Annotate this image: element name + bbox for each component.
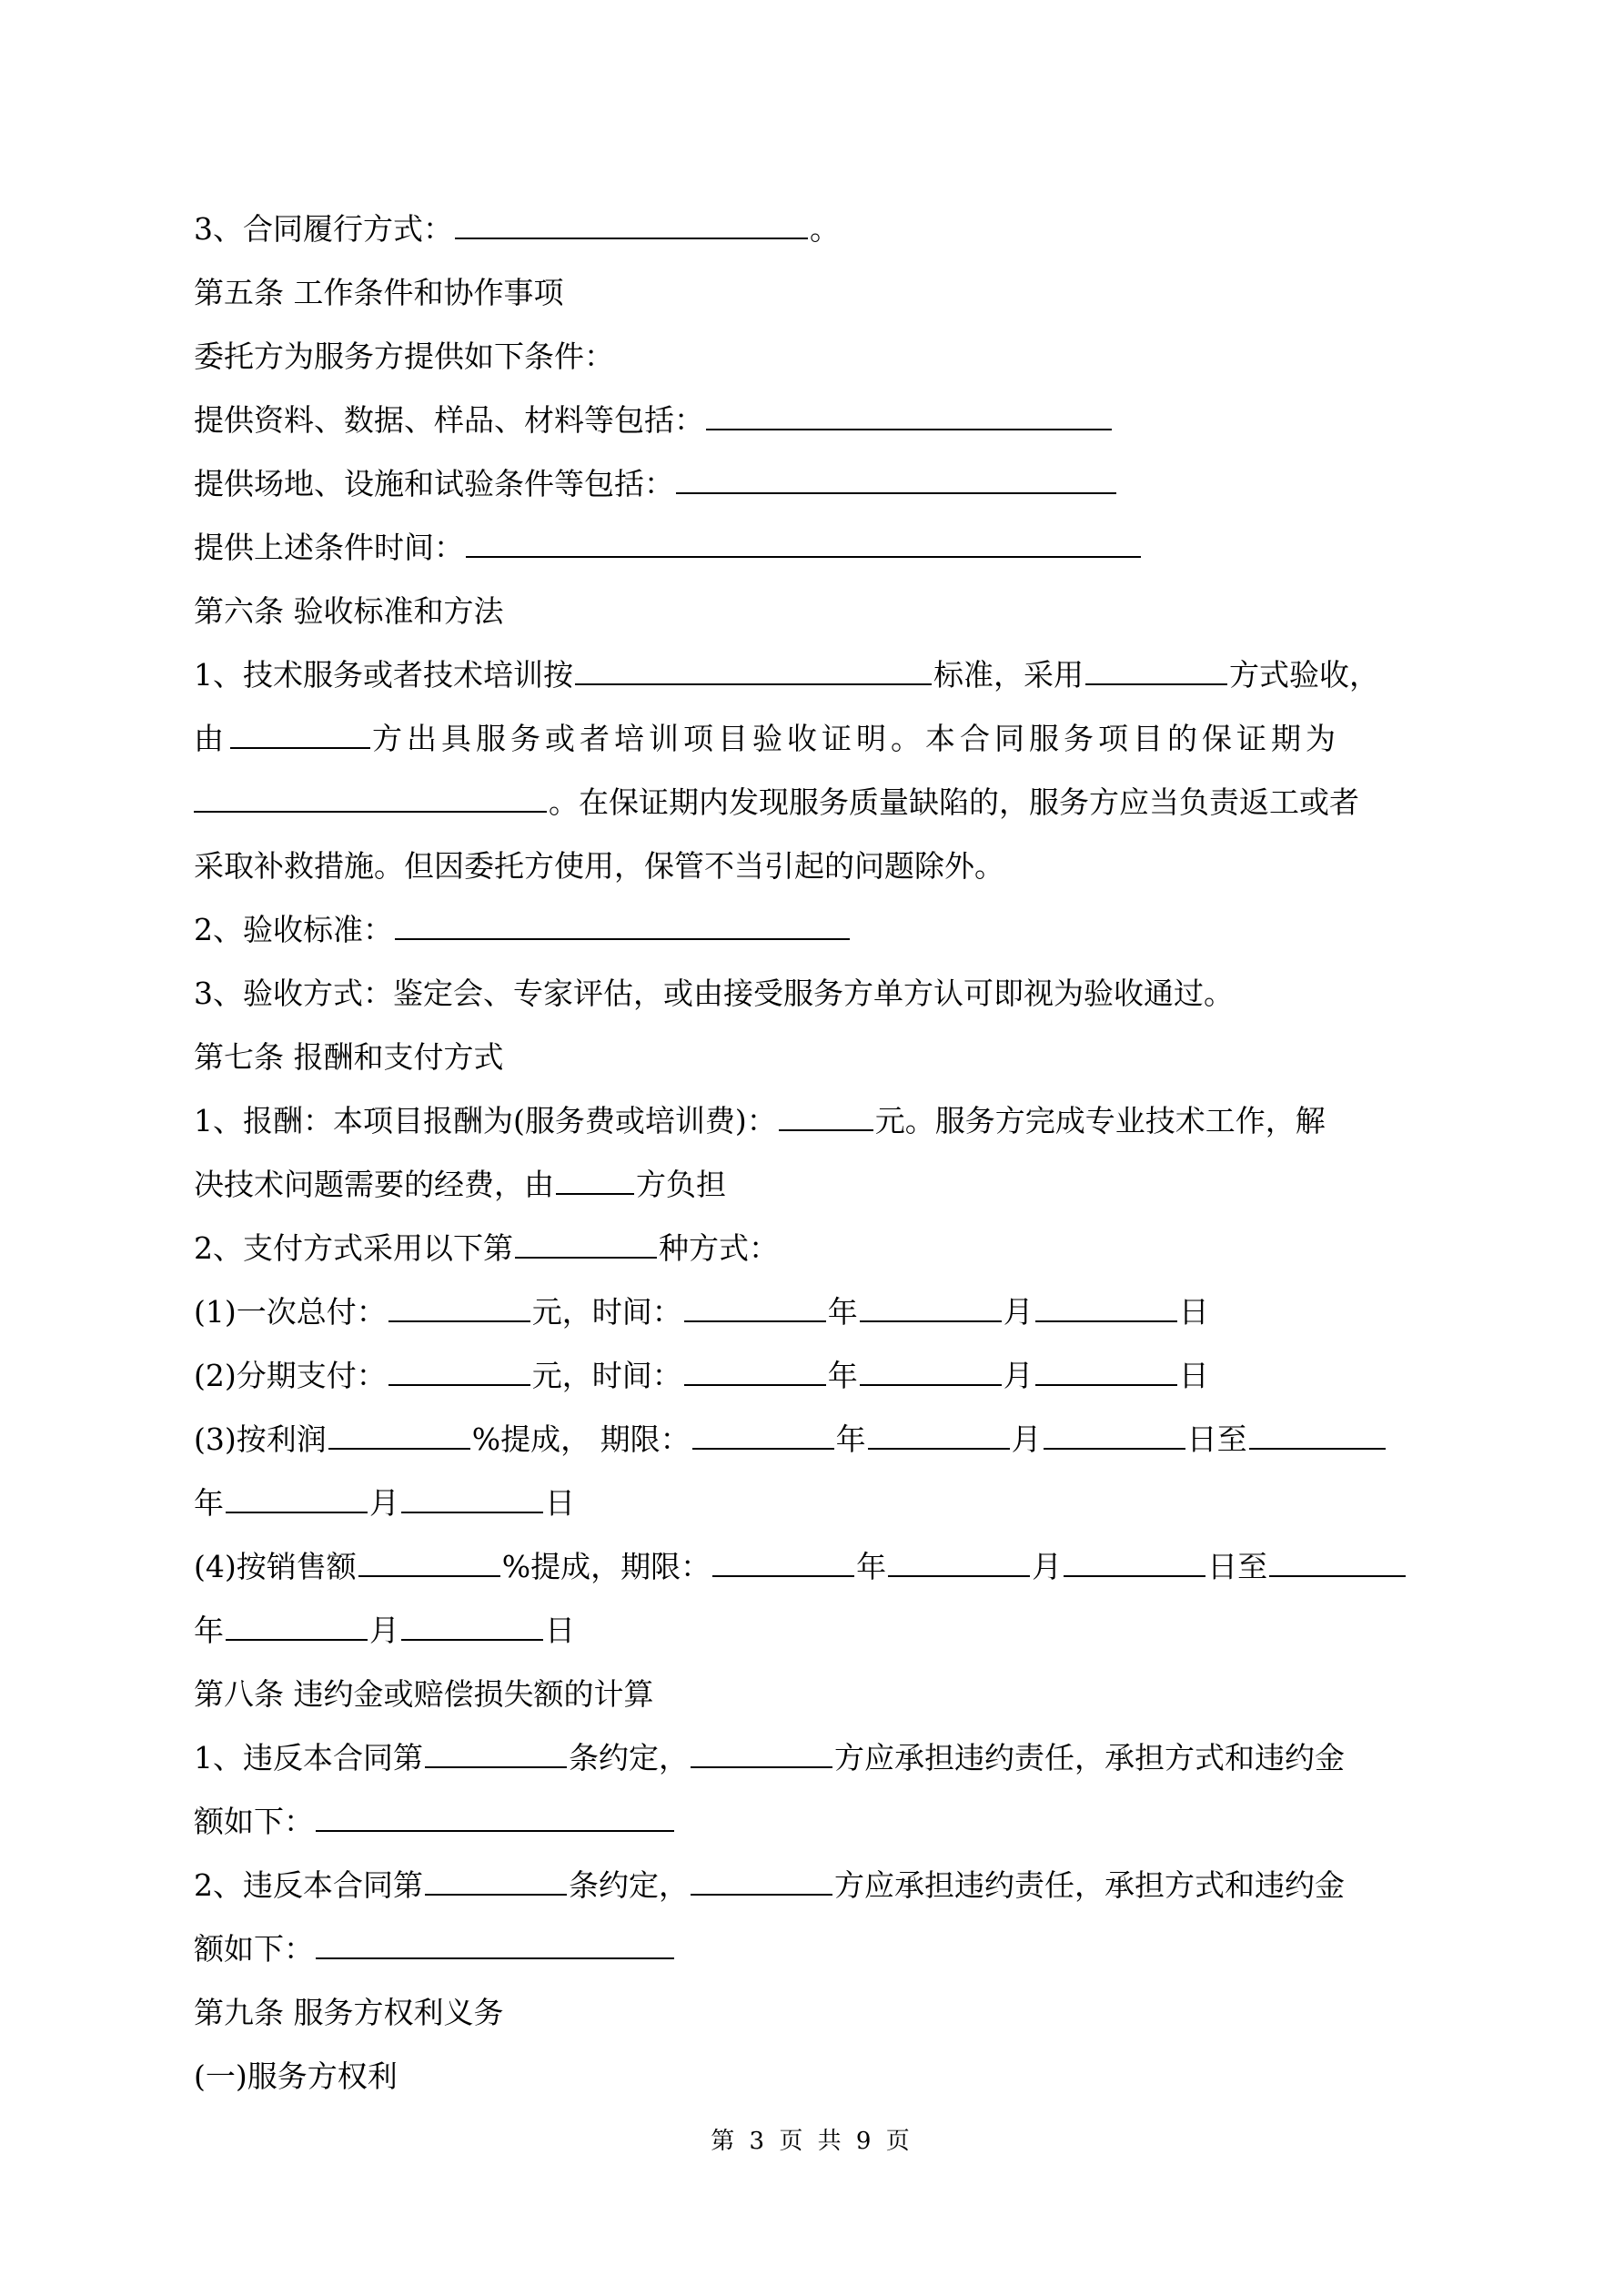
text: (2)分期支付： [194, 1358, 387, 1393]
blank-field[interactable] [1249, 1417, 1386, 1450]
clause-6-item-2 [194, 907, 852, 953]
text: %提成， 期限： [471, 1421, 691, 1457]
text: 由 [194, 721, 228, 756]
blank-field[interactable] [712, 1544, 854, 1577]
clause-5-heading: 第五条 工作条件和协作事项 [194, 275, 564, 310]
blank-field[interactable] [1035, 1353, 1177, 1386]
text: 日 [545, 1485, 575, 1521]
blank-field[interactable] [328, 1417, 470, 1450]
text: 2、支付方式采用以下第 [194, 1230, 513, 1266]
paragraph: 采取补救措施。但因委托方使用，保管不当引起的问题除外。 [194, 848, 1004, 884]
text: 日 [1178, 1294, 1209, 1330]
payment-option-4 [194, 1544, 1407, 1590]
clause-8-item-2-cont [194, 1927, 676, 1972]
text: 年 [194, 1485, 224, 1521]
text: 月 [369, 1485, 399, 1521]
blank-field[interactable] [706, 398, 1112, 430]
blank-field[interactable] [388, 1290, 530, 1322]
text: 提供上述条件时间： [194, 530, 464, 565]
blank-field[interactable] [692, 1417, 834, 1450]
blank-field[interactable] [401, 1481, 543, 1513]
text: 种方式： [659, 1230, 779, 1266]
text: 额如下： [194, 1804, 314, 1839]
clause-7-item-1 [194, 1098, 1326, 1144]
text: 月 [1003, 1358, 1034, 1393]
clause-9-heading: 第九条 服务方权利义务 [194, 1995, 504, 2030]
text: 月 [1011, 1421, 1042, 1457]
text: 条约定， [569, 1867, 689, 1903]
blank-field[interactable] [358, 1544, 500, 1577]
page-number-footer: 第 3 页 共 9 页 [711, 2128, 913, 2155]
text: 3、合同履行方式： [194, 211, 453, 247]
text: 提供场地、设施和试验条件等包括： [194, 466, 674, 501]
clause-5-materials [194, 398, 1114, 443]
text: 额如下： [194, 1931, 314, 1967]
blank-field[interactable] [425, 1863, 567, 1896]
text: 1、违反本合同第 [194, 1740, 423, 1775]
text: 元。服务方完成专业技术工作，解 [874, 1103, 1326, 1138]
clause-8-item-1-cont [194, 1799, 676, 1845]
clause-6-item-1 [194, 652, 1379, 698]
blank-field[interactable] [1035, 1290, 1177, 1322]
blank-field[interactable] [779, 1098, 873, 1131]
text: 1、技术服务或者技术培训按 [194, 657, 573, 693]
text: 日至 [1186, 1421, 1247, 1457]
blank-field[interactable] [860, 1353, 1002, 1386]
blank-field[interactable] [226, 1481, 368, 1513]
text: 。 [810, 211, 840, 247]
clause-7-item-1-cont [194, 1162, 726, 1208]
text: 决技术问题需要的经费，由 [194, 1167, 554, 1202]
text: 1、报酬：本项目报酬为(服务费或培训费)： [194, 1103, 777, 1138]
blank-field[interactable] [888, 1544, 1030, 1577]
blank-field[interactable] [1085, 652, 1227, 685]
text: 方应承担违约责任，承担方式和违约金 [834, 1740, 1345, 1775]
text: (1)一次总付： [194, 1294, 387, 1330]
paragraph: 委托方为服务方提供如下条件： [194, 339, 614, 374]
clause-7-heading: 第七条 报酬和支付方式 [194, 1039, 504, 1075]
text: 元，时间： [531, 1294, 682, 1330]
text: 月 [1032, 1549, 1063, 1584]
payment-option-4-cont [194, 1608, 575, 1654]
text: 方式验收， [1229, 657, 1379, 693]
blank-field[interactable] [556, 1162, 634, 1195]
payment-option-2 [194, 1353, 1209, 1399]
blank-field[interactable] [395, 907, 850, 940]
text: 。在保证期内发现服务质量缺陷的，服务方应当负责返工或者 [549, 784, 1359, 820]
blank-field[interactable] [868, 1417, 1010, 1450]
blank-field[interactable] [676, 461, 1116, 494]
text: 方出具服务或者培训项目验收证明。本合同服务项目的保证期为 [372, 721, 1340, 756]
text: 日至 [1207, 1549, 1268, 1584]
clause-4-item-3 [194, 207, 840, 252]
blank-field[interactable] [1269, 1544, 1406, 1577]
blank-field[interactable] [401, 1608, 543, 1641]
blank-field[interactable] [575, 652, 932, 685]
blank-field[interactable] [466, 525, 1141, 558]
blank-field[interactable] [226, 1608, 368, 1641]
clause-8-heading: 第八条 违约金或赔偿损失额的计算 [194, 1676, 654, 1712]
clause-8-item-1 [194, 1735, 1345, 1781]
payment-option-1 [194, 1290, 1209, 1335]
clause-8-item-2 [194, 1863, 1345, 1908]
clause-6-item-1-cont [194, 780, 1359, 825]
text: 2、违反本合同第 [194, 1867, 423, 1903]
clause-7-item-2 [194, 1226, 779, 1271]
text: 年 [827, 1294, 858, 1330]
text: 年 [194, 1613, 224, 1648]
payment-option-3-cont [194, 1481, 575, 1526]
clause-5-venue [194, 461, 1118, 507]
blank-field[interactable] [684, 1353, 826, 1386]
blank-field[interactable] [691, 1863, 832, 1896]
text: (3)按利润 [194, 1421, 327, 1457]
text: (4)按销售额 [194, 1549, 357, 1584]
blank-field[interactable] [515, 1226, 657, 1259]
text: 2、验收标准： [194, 912, 393, 947]
text: 提供资料、数据、样品、材料等包括： [194, 402, 704, 438]
text: 月 [1003, 1294, 1034, 1330]
blank-field[interactable] [684, 1290, 826, 1322]
blank-field[interactable] [425, 1735, 567, 1768]
text: 日 [1178, 1358, 1209, 1393]
text: 年 [827, 1358, 858, 1393]
clause-5-time [194, 525, 1143, 571]
clause-9-subheading: (一)服务方权利 [194, 2058, 398, 2094]
blank-field[interactable] [860, 1290, 1002, 1322]
text: 标准，采用 [933, 657, 1084, 693]
payment-option-3 [194, 1417, 1387, 1462]
blank-field[interactable] [388, 1353, 530, 1386]
blank-field[interactable] [316, 1927, 674, 1959]
blank-field[interactable] [455, 207, 808, 239]
text: 方负担 [636, 1167, 726, 1202]
blank-field[interactable] [691, 1735, 832, 1768]
text: 年 [835, 1421, 866, 1457]
blank-field[interactable] [194, 780, 547, 813]
blank-field[interactable] [1044, 1417, 1185, 1450]
text: 元，时间： [531, 1358, 682, 1393]
text: 条约定， [569, 1740, 689, 1775]
blank-field[interactable] [316, 1799, 674, 1832]
text: %提成，期限： [501, 1549, 711, 1584]
text: 方应承担违约责任，承担方式和违约金 [834, 1867, 1345, 1903]
text: 年 [856, 1549, 887, 1584]
text: 月 [369, 1613, 399, 1648]
blank-field[interactable] [230, 716, 370, 749]
clause-6-heading: 第六条 验收标准和方法 [194, 593, 504, 629]
clause-6-item-3: 3、验收方式：鉴定会、专家评估，或由接受服务方单方认可即视为验收通过。 [194, 976, 1234, 1011]
clause-6-item-1-cont [194, 716, 1340, 762]
blank-field[interactable] [1064, 1544, 1205, 1577]
text: 日 [545, 1613, 575, 1648]
